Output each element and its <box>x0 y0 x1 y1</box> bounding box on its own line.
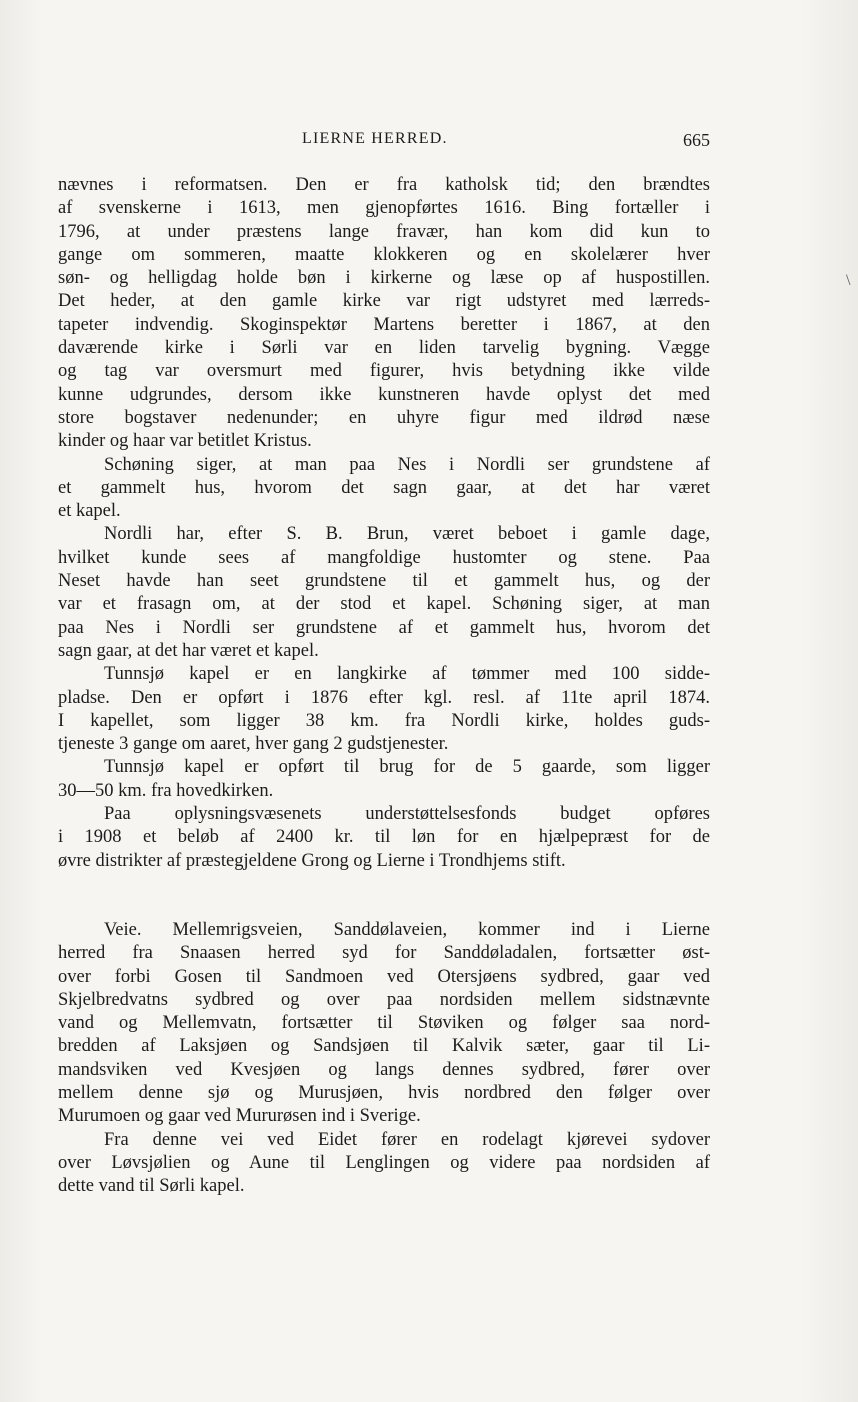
text-line: mellem denne sjø og Murusjøen, hvis nordbred den følger over <box>58 1082 710 1103</box>
paragraph-nordli <box>58 523 710 663</box>
text-line: vand og Mellemvatn, fortsætter til Støviken og følger saa nord- <box>58 1013 710 1034</box>
text-line: af svenskerne i 1613, men gjenopførtes 1616. Bing fortæller i <box>58 198 710 219</box>
text-line: et kapel. <box>58 501 121 522</box>
text-line: tjeneste 3 gange om aaret, hver gang 2 gudstjenester. <box>58 734 449 755</box>
text-line: Murumoen og gaar ved Mururøsen ind i Sverige. <box>58 1106 421 1127</box>
page-number: 665 <box>683 130 710 150</box>
text-line: 30—50 km. fra hovedkirken. <box>58 780 274 801</box>
body-text <box>58 174 710 1198</box>
text-line: øvre distrikter af præstegjeldene Grong og Lierne i Trondhjems stift. <box>58 850 566 871</box>
text-line: dette vand til Sørli kapel. <box>58 1176 245 1197</box>
text-line: søn- og helligdag holde bøn i kirkerne og læse op af huspostillen. <box>58 268 710 289</box>
text-line: gange om sommeren, maatte klokkeren og en skolelærer hver <box>58 244 710 265</box>
running-head: LIERNE HERRED. <box>302 130 448 147</box>
margin-mark: \ <box>846 272 851 289</box>
text-line: over Løvsjølien og Aune til Lenglingen og videre paa nordsiden af <box>58 1152 710 1173</box>
text-line: Paa oplysningsvæsenets understøttelsesfonds budget opføres <box>104 804 710 825</box>
paragraph-church-history <box>58 174 710 454</box>
text-line: store bogstaver nedenunder; en uhyre figur med ildrød næse <box>58 407 710 428</box>
section-gap <box>58 873 710 919</box>
text-line: I kapellet, som ligger 38 km. fra Nordli kirke, holdes guds- <box>58 710 710 731</box>
paragraph-tunnsjo-kapel <box>58 663 710 756</box>
text-line: Det heder, at den gamle kirke var rigt udstyret med lærreds- <box>58 291 710 312</box>
text-line: sagn gaar, at det har været et kapel. <box>58 640 319 661</box>
text-line: Nordli har, efter S. B. Brun, været beboet i gamle dage, <box>104 524 710 545</box>
text-line: Fra denne vei ved Eidet fører en rodelagt kjørevei sydover <box>104 1129 710 1150</box>
text-line: daværende kirke i Sørli var en liden tarvelig bygning. Vægge <box>58 338 710 359</box>
text-line: i 1908 et beløb af 2400 kr. til løn for en hjælpepræst for de <box>58 827 710 848</box>
text-line: var et frasagn om, at der stod et kapel. Schøning siger, at man <box>58 594 710 615</box>
text-line: Schøning siger, at man paa Nes i Nordli ser grundstene af <box>104 454 710 475</box>
paragraph-tunnsjo-gaarde <box>58 756 710 803</box>
paragraph-budget <box>58 803 710 873</box>
text-line: Neset havde han seet grundstene til et gammelt hus, og der <box>58 571 710 592</box>
text-line: og tag var oversmurt med figurer, hvis betydning ikke vilde <box>58 361 710 382</box>
text-line: 1796, at under præstens lange fravær, han kom did kun to <box>58 221 710 242</box>
text-line: kunne udgrundes, dersom ikke kunstneren havde oplyst det med <box>58 384 710 405</box>
text-line: tapeter indvendig. Skoginspektør Martens beretter i 1867, at den <box>58 314 710 335</box>
text-line: Skjelbredvatns sydbred og over paa nordsiden mellem sidstnævnte <box>58 989 710 1010</box>
text-line: pladse. Den er opført i 1876 efter kgl. resl. af 11te april 1874. <box>58 687 710 708</box>
page-header <box>58 130 710 154</box>
text-line: bredden af Laksjøen og Sandsjøen til Kalvik sæter, gaar til Li- <box>58 1036 710 1057</box>
text-line: mandsviken ved Kvesjøen og langs dennes sydbred, fører over <box>58 1059 710 1080</box>
paragraph-veie <box>58 919 710 1129</box>
text-line: Veie. Mellemrigsveien, Sanddølaveien, kommer ind i Lierne <box>104 919 710 940</box>
paragraph-schoning-nes <box>58 454 710 524</box>
text-line: et gammelt hus, hvorom det sagn gaar, at det har været <box>58 477 710 498</box>
text-line: nævnes i reformatsen. Den er fra katholsk tid; den brændtes <box>58 175 710 195</box>
paragraph-eidet <box>58 1129 710 1199</box>
text-line: paa Nes i Nordli ser grundstene af et gammelt hus, hvorom det <box>58 617 710 638</box>
text-line: over forbi Gosen til Sandmoen ved Otersjøens sydbred, gaar ved <box>58 966 710 987</box>
text-line: hvilket kunde sees af mangfoldige hustomter og stene. Paa <box>58 547 710 568</box>
text-line: kinder og haar var betitlet Kristus. <box>58 431 312 452</box>
text-line: herred fra Snaasen herred syd for Sanddøladalen, fortsætter øst- <box>58 943 710 964</box>
text-line: Tunnsjø kapel er opført til brug for de 5 gaarde, som ligger <box>104 757 710 778</box>
text-line: Tunnsjø kapel er en langkirke af tømmer med 100 sidde- <box>104 664 710 685</box>
